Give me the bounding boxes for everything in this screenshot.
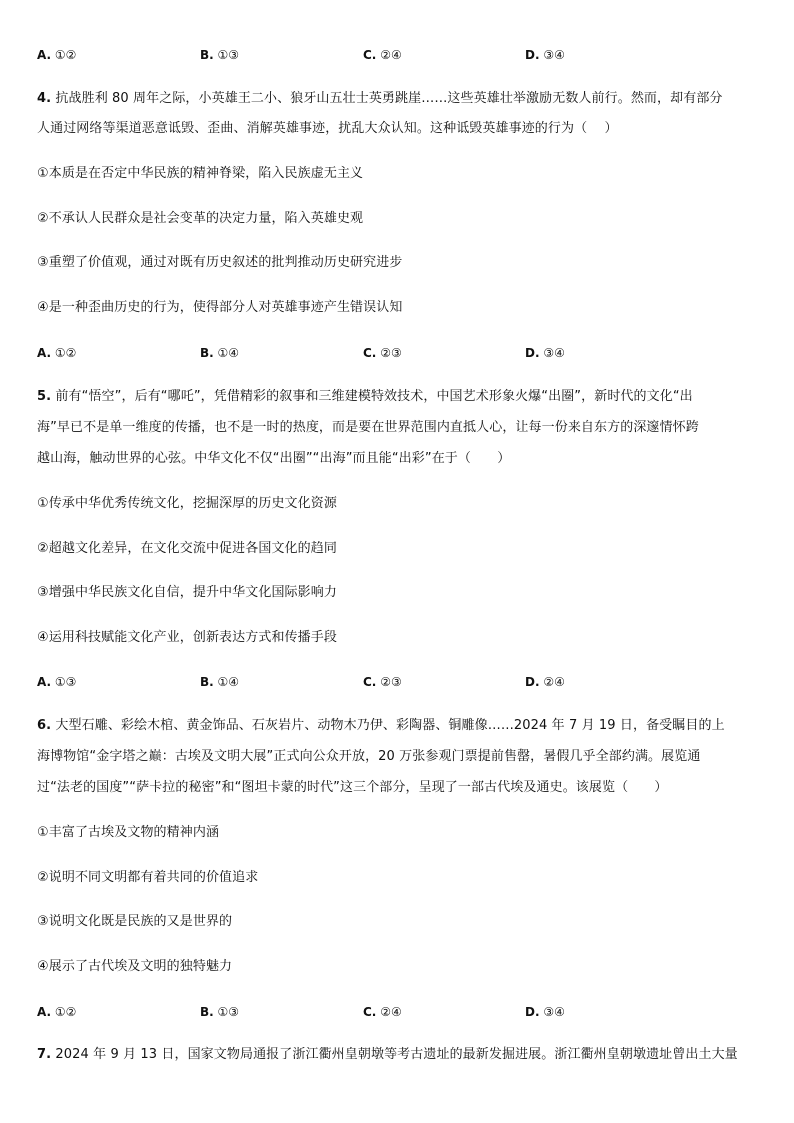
q6-option-a[interactable]: A. ①②: [37, 1005, 77, 1019]
q4-item-4: ④是一种歪曲历史的行为，使得部分人对英雄事迹产生错误认知: [37, 300, 403, 315]
q5-stem-line-2: 海”早已不是单一维度的传播，也不是一时的热度，而是要在世界范围内直抵人心，让每一份来自东方的深邃情怀跨: [37, 420, 699, 435]
q4-stem-line-2: 人通过网络等渠道恶意诋毁、歪曲、消解英雄事迹，扰乱大众认知。这种诋毁英雄事迹的行为（ ）: [37, 121, 618, 136]
q5-option-a[interactable]: A. ①③: [37, 675, 77, 689]
q6-stem-line-3: 过“法老的国度”“萨卡拉的秘密”和“图坦卡蒙的时代”这三个部分，呈现了一部古代埃及通史。该展览（ ）: [37, 780, 668, 795]
q5-item-3: ③增强中华民族文化自信，提升中华文化国际影响力: [37, 585, 337, 600]
q6-item-2: ②说明不同文明都有着共同的价值追求: [37, 870, 259, 885]
q6-options: [37, 1004, 757, 1020]
q5-option-d[interactable]: D. ②④: [525, 675, 565, 689]
q4-option-a[interactable]: A. ①②: [37, 346, 77, 360]
q3-option-a[interactable]: A. ①②: [37, 48, 77, 62]
q3-option-c[interactable]: C. ②④: [363, 48, 402, 62]
q5-item-1: ①传承中华优秀传统文化，挖掘深厚的历史文化资源: [37, 496, 337, 511]
q3-option-d[interactable]: D. ③④: [525, 48, 565, 62]
q4-stem-line-1: 4. 抗战胜利 80 周年之际，小英雄王二小、狼牙山五壮士英勇跳崖……这些英雄壮举激励无数人前行。然而，却有部分: [37, 91, 723, 106]
q5-item-2: ②超越文化差异，在文化交流中促进各国文化的趋同: [37, 541, 337, 556]
q5-options: [37, 674, 757, 690]
q4-number: 4.: [37, 91, 52, 106]
q5-stem-line-3: 越山海，触动世界的心弦。中华文化不仅“出圈”“出海”而且能“出彩”在于（ ）: [37, 451, 511, 466]
q5-number: 5.: [37, 389, 52, 404]
q6-number: 6.: [37, 718, 52, 733]
q4-option-d[interactable]: D. ③④: [525, 346, 565, 360]
q5-stem-line-1: 5. 前有“悟空”，后有“哪吒”，凭借精彩的叙事和三维建模特效技术，中国艺术形象火爆“出圈”，新时代的文化“出: [37, 389, 693, 404]
q6-option-d[interactable]: D. ③④: [525, 1005, 565, 1019]
q4-option-c[interactable]: C. ②③: [363, 346, 402, 360]
q5-option-c[interactable]: C. ②③: [363, 675, 402, 689]
q5-option-b[interactable]: B. ①④: [200, 675, 240, 689]
q6-option-c[interactable]: C. ②④: [363, 1005, 402, 1019]
q6-item-3: ③说明文化既是民族的又是世界的: [37, 914, 233, 929]
q6-stem-line-2: 海博物馆“金字塔之巅：古埃及文明大展”正式向公众开放，20 万张参观门票提前售罄，暑假几乎全部约满。展览通: [37, 749, 701, 764]
q4-item-2: ②不承认人民群众是社会变革的决定力量，陷入英雄史观: [37, 211, 364, 226]
q6-option-b[interactable]: B. ①③: [200, 1005, 240, 1019]
q4-item-1: ①本质是在否定中华民族的精神脊梁，陷入民族虚无主义: [37, 166, 364, 181]
q6-item-4: ④展示了古代埃及文明的独特魅力: [37, 959, 233, 974]
q4-options: [37, 345, 757, 361]
q3-options: [37, 47, 757, 63]
q7-stem-line-1: 7. 2024 年 9 月 13 日，国家文物局通报了浙江衢州皇朝墩等考古遗址的最新发掘进展。浙江衢州皇朝墩遗址曾出土大量: [37, 1047, 738, 1062]
q6-stem-line-1: 6. 大型石雕、彩绘木棺、黄金饰品、石灰岩片、动物木乃伊、彩陶器、铜雕像……2024 年 7 月 19 日，备受瞩目的上: [37, 718, 725, 733]
q7-number: 7.: [37, 1047, 52, 1062]
q3-option-b[interactable]: B. ①③: [200, 48, 240, 62]
q5-item-4: ④运用科技赋能文化产业，创新表达方式和传播手段: [37, 630, 337, 645]
q6-item-1: ①丰富了古埃及文物的精神内涵: [37, 825, 220, 840]
q4-option-b[interactable]: B. ①④: [200, 346, 240, 360]
q4-item-3: ③重塑了价值观，通过对既有历史叙述的批判推动历史研究进步: [37, 255, 403, 270]
